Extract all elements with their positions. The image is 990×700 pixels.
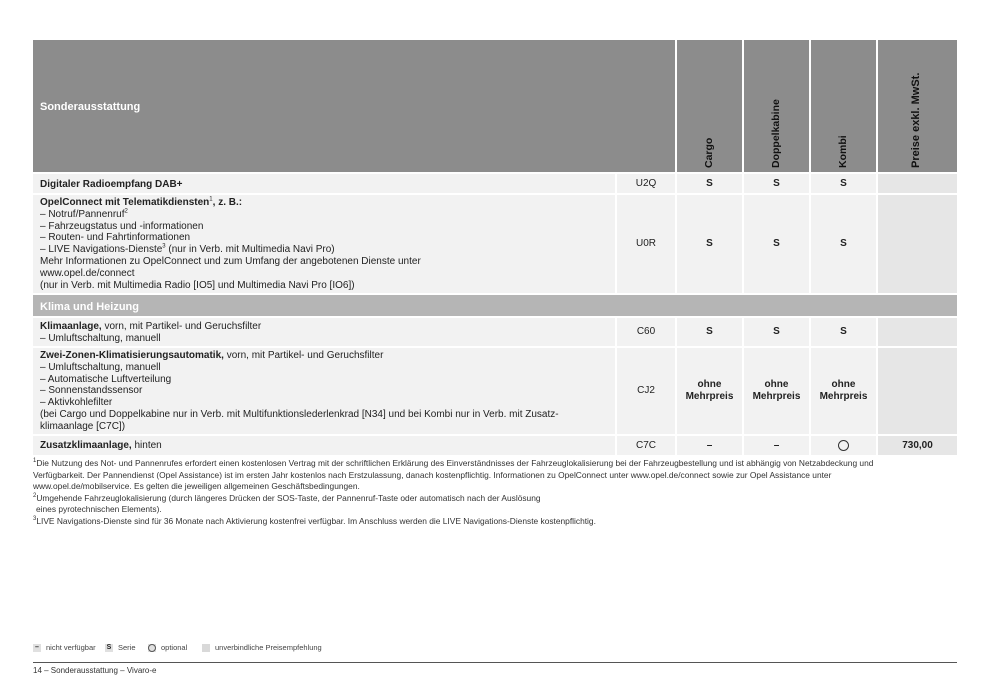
legend-standard-label: Serie [118,643,136,652]
row-opelconnect-desc [33,195,615,293]
row-opelconnect-doppel: S [744,195,809,293]
footnote-2-line-1: Umgehende Fahrzeuglokalisierung (durch längeres Drücken der SOS-Taste, der Pannenruf-Taste oder automatisch nach der Auslösung [36,492,541,503]
row-zweizonen-kombi [811,348,876,434]
footnote-3-line-1: LIVE Navigations-Dienste sind für 36 Monate nach Aktivierung kostenfrei verfügbar. Im Anschluss werden die LIVE Navigations-Dienste kostenpflichtig. [36,515,596,526]
col-label-kombi: Kombi [837,135,849,168]
row-dab-price [878,174,957,193]
legend-not-available-label: nicht verfügbar [46,643,96,652]
footnote-1-line-2: Verfügbarkeit. Der Pannendienst (Opel Assistance) ist im ersten Jahr kostenlos nach Erstzulassung, danach kostenpflichtig. Informationen zu OpelConnect unter www.opel.de/connect sowie zur Opel Assistance unter [33,469,832,480]
row-zusatz-code: C7C [617,436,675,455]
row-klimaanlage-kombi: S [811,318,876,346]
row-opelconnect-kombi: S [811,195,876,293]
zweizonen-line-4: – Aktivkohlefilter [40,397,113,409]
klimaanlage-title: Klimaanlage, [40,321,102,332]
footer-rule [33,662,957,663]
table-header [33,40,675,172]
row-klimaanlage-price [878,318,957,346]
klimaanlage-line-1: – Umluftschaltung, manuell [40,332,161,344]
zweizonen-doppel-v1: ohne [764,379,789,391]
zweizonen-cargo-v1: ohne [697,379,722,391]
header-price [878,40,957,172]
row-dab-code: U2Q [617,174,675,193]
opelconnect-line-4-suffix: (nur in Verb. mit Multimedia Navi Pro) [165,244,335,256]
opelconnect-line-2: – Fahrzeugstatus und -informationen [40,220,204,232]
row-opelconnect-price [878,195,957,293]
opelconnect-title: OpelConnect mit Telematikdiensten [40,197,210,208]
row-dab-desc [33,174,615,193]
row-klimaanlage-code: C60 [617,318,675,346]
footnote-2-line-2: eines pyrotechnischen Elements). [36,504,162,515]
header-kombi [811,40,876,172]
footnote-1-mark: 1 [33,458,37,465]
row-klimaanlage-cargo: S [677,318,742,346]
row-zusatz-kombi [811,436,876,455]
zusatz-title-rest: hinten [131,440,162,451]
opelconnect-line-7: (nur in Verb. mit Multimedia Radio [IO5] und Multimedia Navi Pro [IO6]) [40,279,355,291]
row-zusatz-doppel: – [744,436,809,455]
legend-standard [105,643,136,652]
row-opelconnect-code: U0R [617,195,675,293]
row-zusatz-desc [33,436,615,455]
dash-icon: – [33,644,41,652]
col-label-cargo: Cargo [703,137,715,168]
zweizonen-line-5: (bei Cargo und Doppelkabine nur in Verb. mit Multifunktionslederlenkrad [N34] und bei Kombi nur in Verb. mit Zusatz- [40,408,559,420]
header-cargo [677,40,742,172]
opelconnect-line-4: – LIVE Navigations-Dienste [40,244,163,256]
opelconnect-title-suffix: , z. B.: [212,197,243,208]
legend-price-label: unverbindliche Preisempfehlung [215,643,322,652]
zweizonen-doppel-v2: Mehrpreis [752,391,801,402]
opelconnect-line-4-sup: 3 [162,243,166,250]
klimaanlage-title-rest: vorn, mit Partikel- und Geruchsfilter [101,321,262,332]
footnotes [33,458,957,528]
opelconnect-line-3: – Routen- und Fahrtinformationen [40,232,191,244]
col-label-doppelkabine: Doppelkabine [770,99,782,168]
footnote-1-line-1: Die Nutzung des Not- und Pannenrufes erfordert einen kostenlosen Vertrag mit der schriftlichen Erklärung des Einverständnisses der Fahrzeuglokalisierung bei der Fahrzeugbestellung und ist abhängig von Netzabdeckung und [36,458,874,468]
opelconnect-line-1-sup: 2 [124,208,128,215]
row-zweizonen-code: CJ2 [617,348,675,434]
row-dab-title: Digitaler Radioempfang DAB+ [40,179,183,190]
row-zweizonen-cargo [677,348,742,434]
zweizonen-title-rest: vorn, mit Partikel- und Geruchsfilter [223,350,384,361]
row-zweizonen-doppel [744,348,809,434]
header-title: Sonderausstattung [40,101,141,113]
row-zweizonen-desc [33,348,615,434]
col-label-price: Preise exkl. MwSt. [910,72,922,168]
zweizonen-line-3: – Sonnenstandssensor [40,385,143,397]
row-klimaanlage-doppel: S [744,318,809,346]
opelconnect-line-6: www.opel.de/connect [40,267,135,279]
opelconnect-line-5: Mehr Informationen zu OpelConnect und zum Umfang der angebotenen Dienste unter [40,255,421,267]
standard-icon: S [106,644,112,651]
zusatz-title: Zusatzklimaanlage, [40,440,132,451]
zweizonen-kombi-v1: ohne [831,379,856,391]
legend-optional-label: optional [161,643,188,652]
footnote-2-mark: 2 [33,492,37,499]
footnote-1-line-3: www.opel.de/mobilservice. Es gelten die jeweiligen allgemeinen Geschäftsbedingungen. [33,481,360,492]
page-footer: 14 – Sonderausstattung – Vivaro-e [33,666,157,675]
zweizonen-kombi-v2: Mehrpreis [819,391,868,402]
price-swatch-icon [202,644,210,652]
opelconnect-line-1: – Notruf/Pannenruf [40,208,125,220]
legend-price [202,643,322,652]
row-zusatz-price: 730,00 [878,436,957,455]
header-doppelkabine [744,40,809,172]
zweizonen-line-6: klimaanlage [C7C]) [40,420,126,432]
legend-optional [148,643,187,652]
row-dab-doppel: S [744,174,809,193]
row-zweizonen-price [878,348,957,434]
optional-circle-icon [838,440,849,451]
row-dab-cargo: S [677,174,742,193]
opelconnect-title-sup: 1 [209,196,213,203]
zweizonen-line-1: – Umluftschaltung, manuell [40,361,161,373]
row-zusatz-cargo: – [677,436,742,455]
zweizonen-title: Zwei-Zonen-Klimatisierungsautomatik, [40,350,224,361]
row-opelconnect-cargo: S [677,195,742,293]
zweizonen-cargo-v2: Mehrpreis [685,391,734,402]
row-klimaanlage-desc [33,318,615,346]
section-klima-heizung [33,295,957,316]
section-title: Klima und Heizung [40,301,139,313]
optional-icon [148,644,156,652]
legend-not-available [33,643,96,652]
row-dab-kombi: S [811,174,876,193]
footnote-3-mark: 3 [33,516,37,523]
zweizonen-line-2: – Automatische Luftverteilung [40,373,172,385]
